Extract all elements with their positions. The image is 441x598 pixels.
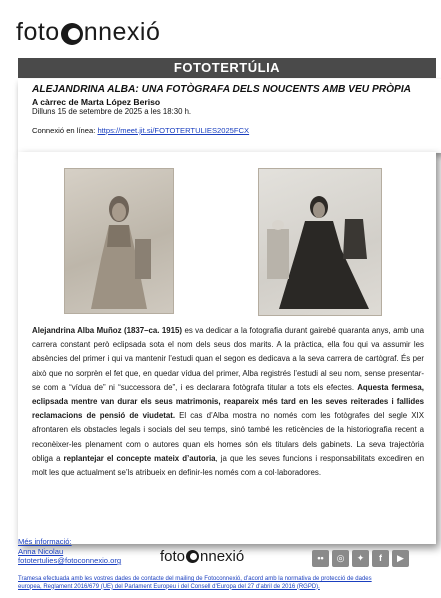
more-info-block — [18, 537, 121, 566]
youtube-icon[interactable]: ▶ — [392, 550, 409, 567]
contact-name-link[interactable]: Anna Nicolau — [18, 546, 64, 556]
section-banner: FOTOTERTÚLIA — [18, 58, 436, 78]
legal-line-2[interactable]: europea, Reglament 2016/679 (UE) del Parlament Europeu i del Consell d’Europa del 27 d’abril de 2016 (RGPD). — [18, 583, 320, 590]
event-info-box — [18, 79, 441, 153]
footer-logo-text-end: nnexió — [200, 548, 245, 565]
flickr-icon[interactable]: •• — [312, 550, 329, 567]
portrait-photo-seated — [258, 168, 382, 316]
footer-logo-text-start: foto — [160, 548, 186, 565]
twitter-icon[interactable]: ✦ — [352, 550, 369, 567]
social-links — [312, 550, 409, 567]
instagram-icon[interactable]: ◎ — [332, 550, 349, 567]
fotoconnexio-logo — [16, 18, 160, 47]
footer-logo — [160, 548, 244, 565]
article-card — [18, 152, 436, 544]
article-highlight-2: replantejar el concepte mateix d’autoria — [63, 453, 216, 463]
legal-notice — [18, 576, 428, 591]
portrait-photo-standing — [64, 168, 174, 314]
facebook-icon[interactable]: f — [372, 550, 389, 567]
article-text-1: es va dedicar a la fotografia durant gairebé quaranta anys, amb una carrera constant però eclipsada sota el nom dels seus dos marits. A la pràctica, ella fou qui va assumir les absències del primer i qui va mantenir l’estudi quan el segon es dedicava a la seva carrera de cartògraf. És per això que no sorprèn el fet que, en quedar vídua del primer, Alba registrés l’estudi al seu nom, sense presentar-se com a “vídua de” ni “successora de”, i es declarara fotògrafa titular a tots els efectes. — [32, 326, 424, 392]
article-body — [32, 324, 424, 480]
connection-line — [32, 126, 432, 135]
legal-line-1[interactable]: Tramesa efectuada amb les vostres dades de contacte del mailing de Fotoconnexió, d’acord amb la normativa de protecció de dades — [18, 576, 372, 582]
contact-email-link[interactable]: fototertulies@fotoconnexio.org — [18, 556, 122, 565]
logo-text-start: foto — [16, 18, 60, 46]
event-title: ALEJANDRINA ALBA: UNA FOTÒGRAFA DELS NOUCENTS AMB VEU PRÒPIA — [32, 84, 412, 95]
article-highlight-1: Aquesta fermesa, eclipsada mentre van durar els seus matrimonis, reapareix més tard en les seves reiterades i fallides reclamacions de pensió de viudetat. — [32, 382, 424, 421]
event-speaker: A càrrec de Marta López Beriso — [32, 97, 161, 107]
article-text-2: El cas d’Alba mostra no només com les fotògrafes del segle XIX afrontaren els obstacles legals i socials del seu temps, sinó també les reticències de la historiografia recent a reconèixer-les plenament com o autores quan els homes són els titulars dels gabinets. La seva trajectòria obliga a — [32, 411, 424, 463]
connection-link[interactable]: https://meet.jit.si/FOTOTERTULIES2025FCX — [97, 126, 250, 135]
footer-logo-mark-icon — [186, 550, 199, 563]
more-info-link[interactable]: Més informació: — [18, 537, 72, 546]
logo-mark-icon — [61, 23, 83, 45]
connection-label: Connexió en línea: — [32, 126, 96, 135]
article-subject: Alejandrina Alba Muñoz (1837–ca. 1915) — [32, 326, 183, 335]
event-date: Dilluns 15 de setembre de 2025 a les 18:30 h. — [32, 107, 192, 116]
logo-text-end: nnexió — [83, 18, 161, 46]
article-text-3: , ja que les seves funcions i responsabilitats excediren en molt les que actualment se’ls atribueix en definir-les només com a col·laboradores. — [32, 453, 424, 478]
